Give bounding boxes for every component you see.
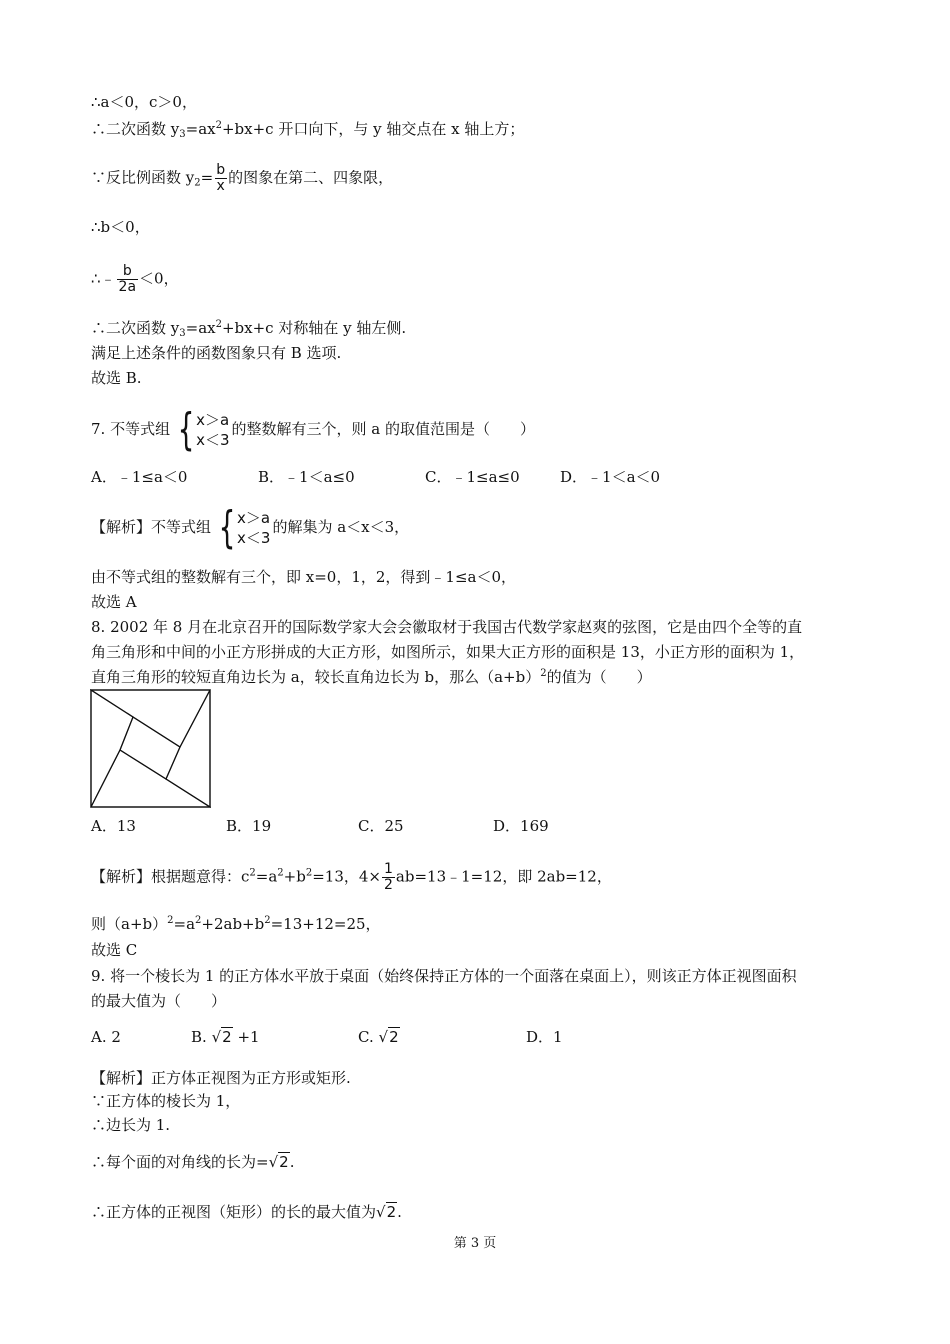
q8-option-c: C．25 <box>358 817 404 835</box>
q9-option-a: A. 2 <box>91 1028 121 1046</box>
fraction: $\frac{b}{x}$ <box>216 162 226 194</box>
sqrt: √2 <box>376 1203 397 1221</box>
inequality-system: { x＞a x＜3 <box>218 502 271 553</box>
q7-option-a: A．﹣1≤a＜0 <box>91 468 188 486</box>
solution-line: 满足上述条件的函数图象只有 B 选项. <box>91 344 342 362</box>
zhao-shuang-figure <box>90 689 211 809</box>
q9-option-d: D．1 <box>526 1028 563 1046</box>
fraction: $\frac{b}{2a}$ <box>118 263 137 295</box>
question-8-text: 直角三角形的较短直角边长为 a，较长直角边长为 b，那么$(a+b)^2$的值为（ ） <box>91 668 652 686</box>
question-9-text: 的最大值为（ ） <box>91 992 227 1010</box>
solution-line: 则$(a+b)^2=a^2+2ab+b^2=13+12=25$， <box>91 915 381 933</box>
q9-option-c: C. √2 <box>358 1028 399 1046</box>
triangle-bottom <box>91 750 210 807</box>
solution-line: ∴a＜0，c＞0， <box>91 93 197 111</box>
q8-option-d: D．169 <box>493 817 549 835</box>
question-8-text: 角三角形和中间的小正方形拼成的大正方形，如图所示，如果大正方形的面积是 13，小正方形的面积为 1， <box>91 643 805 661</box>
q7-option-d: D．﹣1＜a＜0 <box>560 468 661 486</box>
page-number: 第 3 页 <box>453 1236 497 1251</box>
sqrt: √2 <box>268 1153 289 1171</box>
sqrt: √2 <box>211 1028 232 1046</box>
question-9-text: 9. 将一个棱长为 1 的正方体水平放于桌面（始终保持正方体的一个面落在桌面上），则该正方体正视图面积 <box>91 967 797 985</box>
small-square <box>120 717 180 779</box>
solution-line: 故选 A <box>91 593 137 611</box>
q9-solution: 【解析】正方体正视图为正方形或矩形. <box>91 1069 351 1087</box>
question-7: 7. 不等式组 { x＞a x＜3 的整数解有三个，则 a 的取值范围是（ ） <box>91 404 535 455</box>
solution-line: ∴每个面的对角线的长为=√2. <box>91 1153 295 1171</box>
solution-line: ∴﹣ $\frac{b}{2a}$ ＜0， <box>91 263 179 295</box>
inequality-system: { x＞a x＜3 <box>177 404 230 455</box>
triangle-top <box>91 690 210 747</box>
q9-option-b: B. √2 +1 <box>191 1028 260 1046</box>
triangle-left <box>91 690 133 807</box>
q8-option-a: A．13 <box>91 817 136 835</box>
large-square <box>91 690 210 807</box>
solution-line: ∴二次函数 $y_3=ax^2+bx+c$ 对称轴在 y 轴左侧. <box>91 319 407 339</box>
q8-solution: 【解析】根据题意得：$c^2=a^2+b^2=13$，4× $\frac{1}{2}$ ab=13﹣1=12，即 2ab=12， <box>91 861 612 893</box>
fraction: $\frac{1}{2}$ <box>384 861 393 893</box>
solution-line: 故选 B. <box>91 369 142 387</box>
sqrt: √2 <box>378 1028 399 1046</box>
solution-line: ∵反比例函数 $y_2=$ $\frac{b}{x}$ 的图象在第二、四象限， <box>91 162 394 194</box>
triangle-right <box>166 690 210 807</box>
solution-line: ∴边长为 1. <box>91 1116 171 1134</box>
solution-line: ∴b＜0， <box>91 218 150 236</box>
q7-option-c: C．﹣1≤a≤0 <box>425 468 520 486</box>
solution-line: ∵正方体的棱长为 1， <box>91 1092 241 1110</box>
q8-option-b: B．19 <box>226 817 272 835</box>
q7-option-b: B．﹣1＜a≤0 <box>258 468 355 486</box>
solution-line: 由不等式组的整数解有三个，即 x=0，1，2，得到﹣1≤a＜0， <box>91 568 517 586</box>
solution-line: ∴二次函数 $y_3=ax^2+bx+c$ 开口向下，与 y 轴交点在 x 轴上方； <box>91 120 525 140</box>
solution-line: ∴正方体的正视图（矩形）的长的最大值为√2. <box>91 1203 402 1221</box>
q7-solution: 【解析】不等式组 { x＞a x＜3 的解集为 a＜x＜3， <box>91 502 410 553</box>
question-8-text: 8. 2002 年 8 月在北京召开的国际数学家大会会徽取材于我国古代数学家赵爽的弦图，它是由四个全等的直 <box>91 618 803 636</box>
solution-line: 故选 C <box>91 941 138 959</box>
